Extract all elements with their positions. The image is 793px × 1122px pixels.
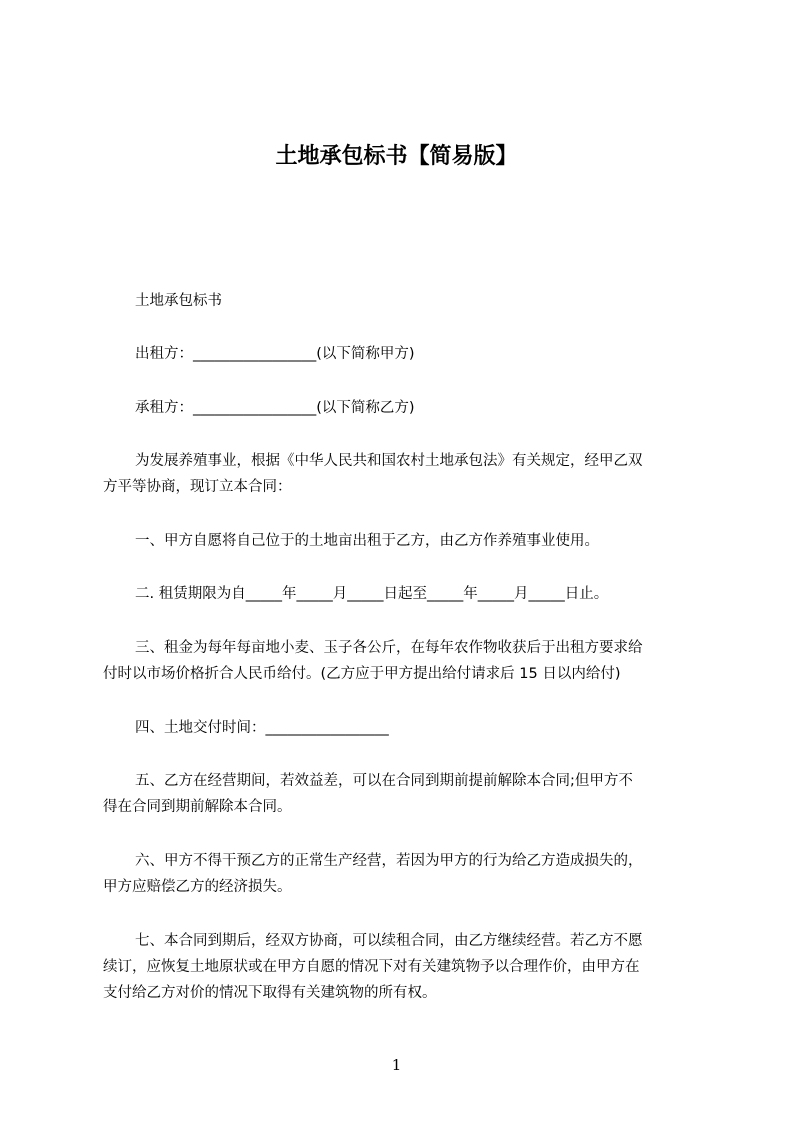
clause-6-line-1: 六、甲方不得干预乙方的正常生产经营，若因为甲方的行为给乙方造成损失的， bbox=[135, 853, 643, 869]
clause-3-line-1: 三、租金为每年每亩地小麦、玉子各公斤，在每年农作物收获后于出租方要求给 bbox=[135, 640, 643, 656]
page-number: 1 bbox=[391, 1056, 402, 1074]
clause-5-line-2: 得在合同到期前解除本合同。 bbox=[103, 799, 292, 815]
lessor-line: 出租方：_________________(以下简称甲方) bbox=[135, 346, 415, 362]
clause-5 bbox=[103, 768, 703, 820]
preamble-line-2: 方平等协商，现订立本合同： bbox=[103, 479, 292, 495]
preamble-line-1: 为发展养殖事业，根据《中华人民共和国农村土地承包法》有关规定，经甲乙双 bbox=[135, 453, 643, 469]
clause-7-line-2: 续订，应恢复土地原状或在甲方自愿的情况下对有关建筑物予以合理作价，由甲方在 bbox=[103, 959, 640, 975]
clause-6-line-2: 甲方应赔偿乙方的经济损失。 bbox=[103, 879, 292, 895]
clause-7-line-1: 七、本合同到期后，经双方协商，可以续租合同，由乙方继续经营。若乙方不愿 bbox=[135, 933, 643, 949]
preamble-paragraph bbox=[103, 448, 703, 500]
lessee-line: 承租方：_________________(以下简称乙方) bbox=[135, 400, 415, 416]
clause-3 bbox=[103, 635, 703, 687]
clause-4: 四、土地交付时间：_________________ bbox=[135, 720, 389, 736]
clause-2: 二. 租赁期限为自_____年_____月_____日起至_____年_____月_____日止。 bbox=[135, 586, 609, 602]
clause-7 bbox=[103, 928, 703, 1006]
clause-5-line-1: 五、乙方在经营期间，若效益差，可以在合同到期前提前解除本合同;但甲方不 bbox=[135, 773, 633, 789]
clause-7-line-3: 支付给乙方对价的情况下取得有关建筑物的所有权。 bbox=[103, 985, 437, 1001]
document-subtitle: 土地承包标书 bbox=[135, 293, 222, 309]
clause-3-line-2: 付时以市场价格折合人民币给付。(乙方应于甲方提出给付请求后 15 日以内给付) bbox=[103, 666, 621, 682]
clause-1: 一、甲方自愿将自己位于的土地亩出租于乙方，由乙方作养殖事业使用。 bbox=[135, 533, 599, 549]
clause-6 bbox=[103, 848, 703, 900]
document-title: 土地承包标书【简易版】 bbox=[275, 144, 518, 169]
